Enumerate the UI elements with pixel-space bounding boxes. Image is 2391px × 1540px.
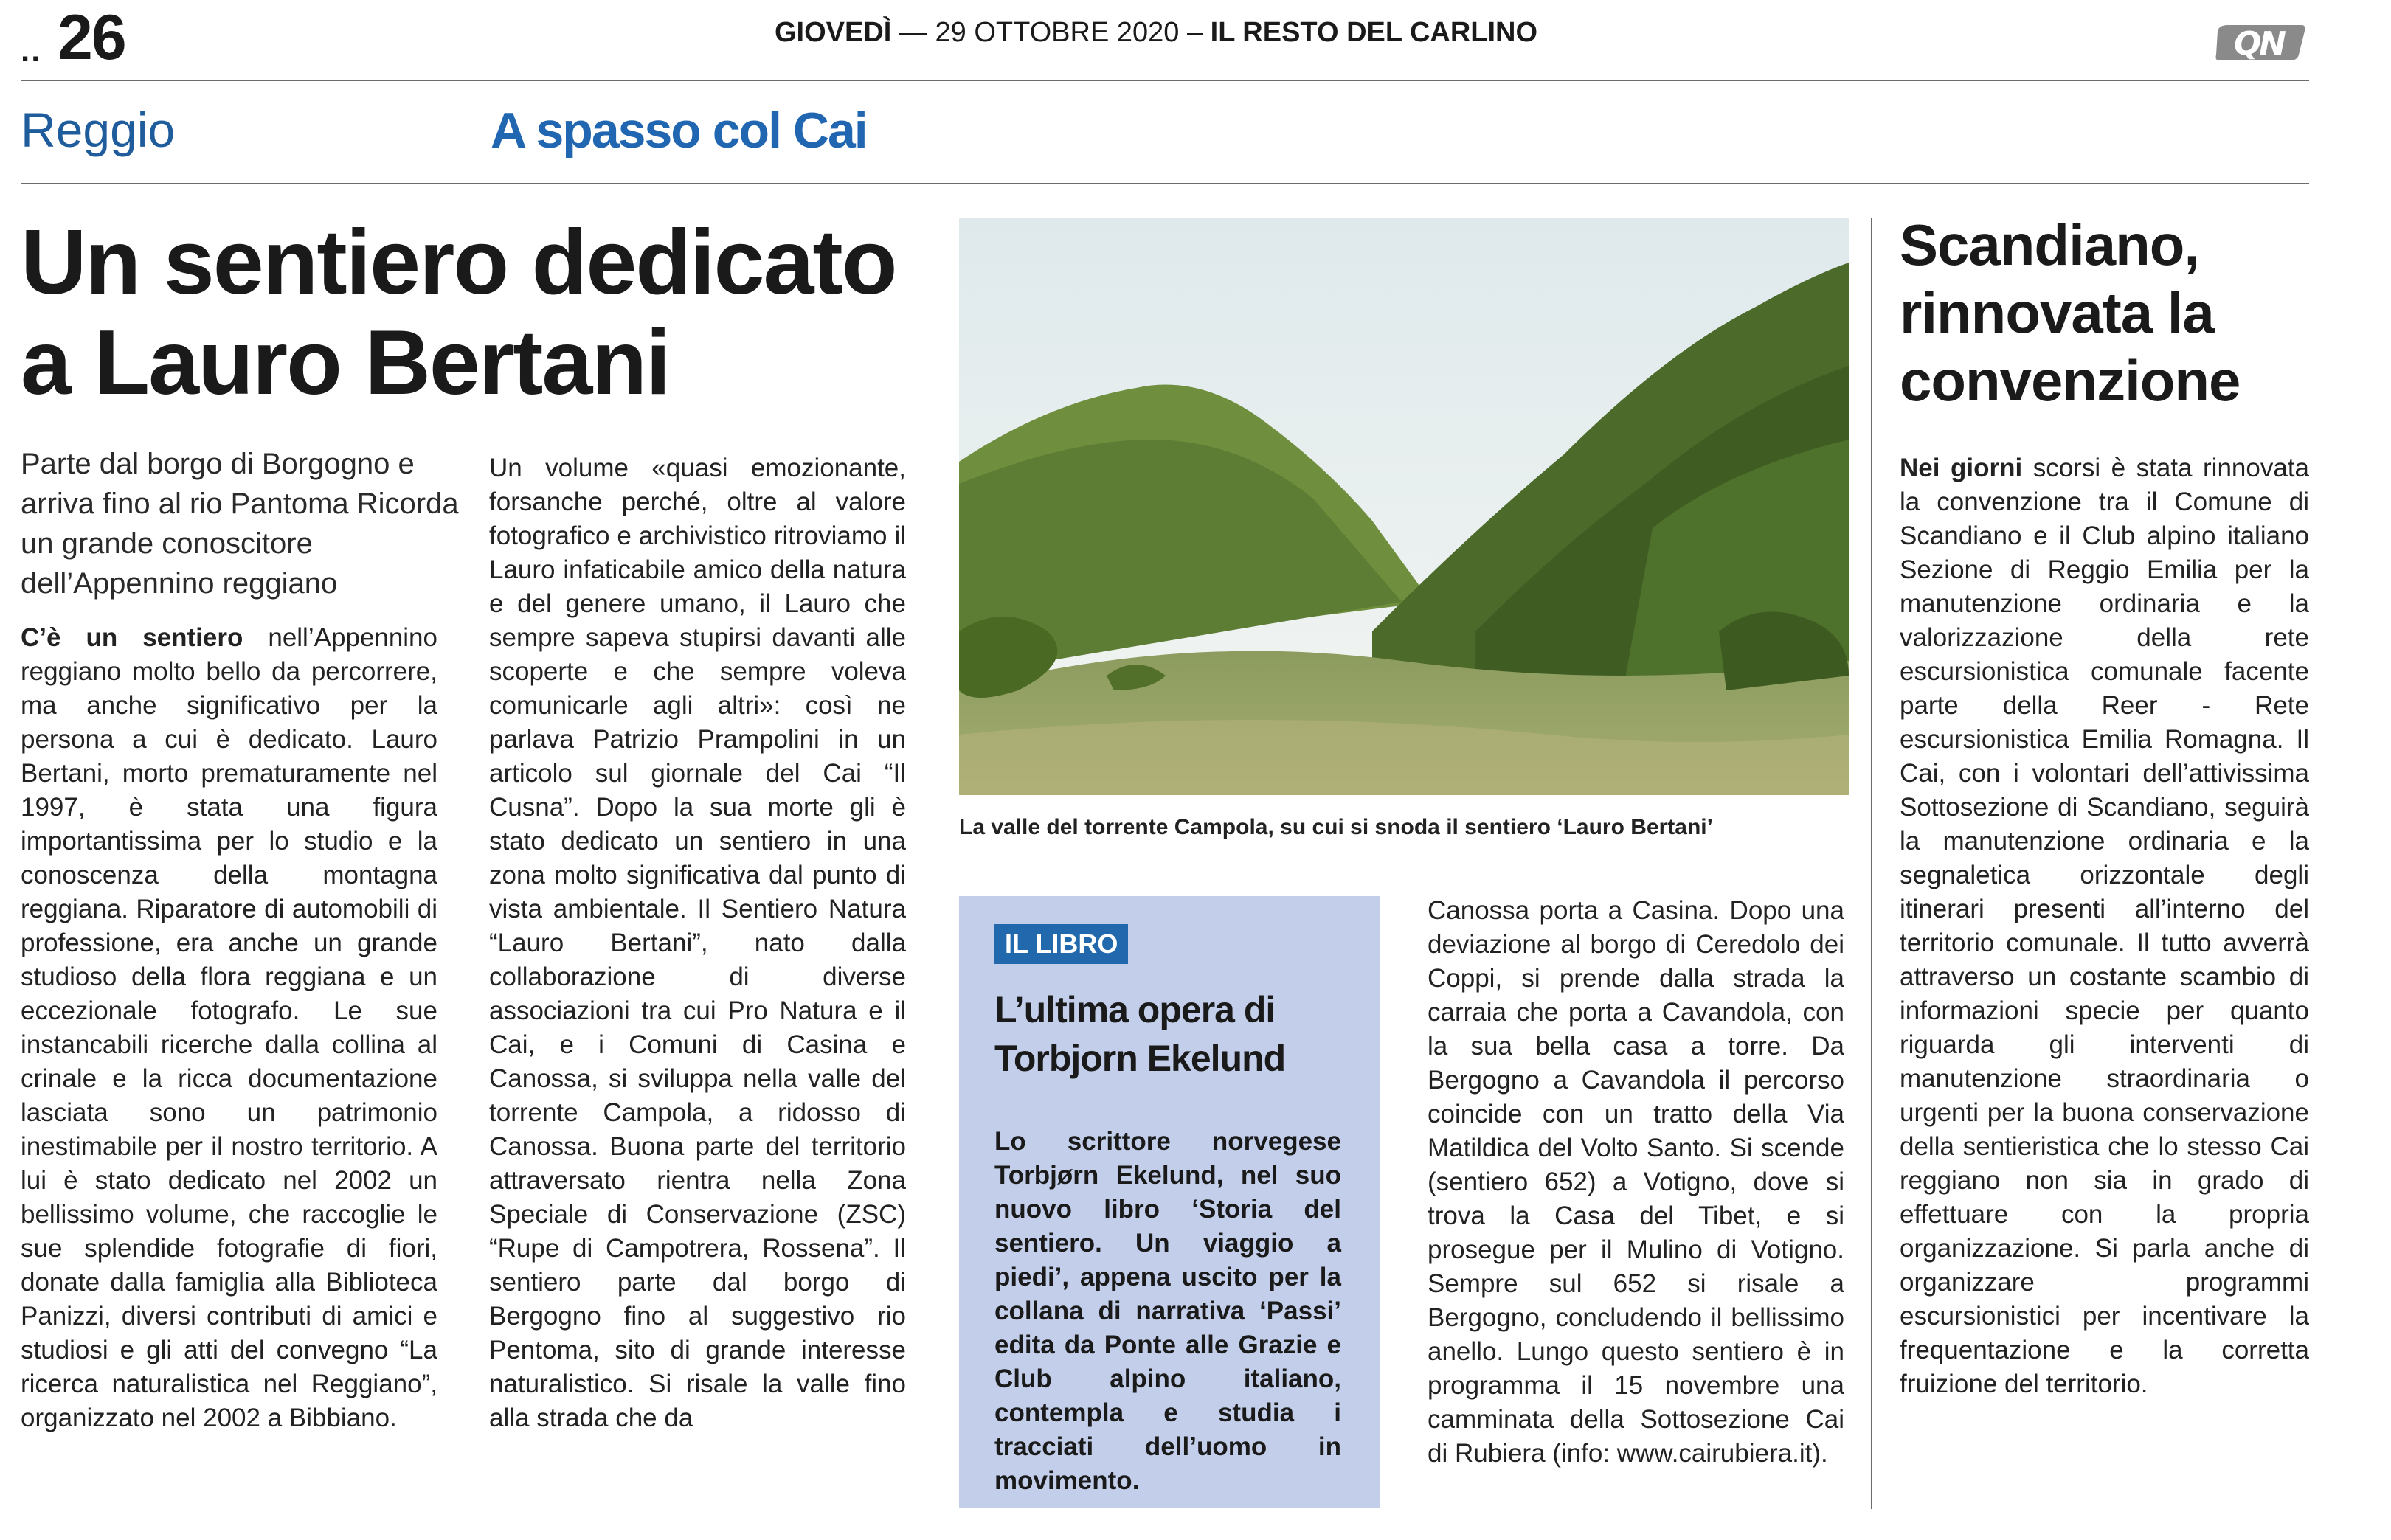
article-col1-text: nell’Appennino reggiano molto bello da percorrere, ma anche significativo per la persona a cui è dedicato. Lauro Bertani, morto prematuramente nel 1997, è stata una figura importantissima per lo studio e la conoscenza della montagna reggiana. Riparatore di automobili di professione, era anche un grande studioso della flora reggiana e un eccezionale fotografo. Le sue instancabili ricerche dalla collina al crinale e la ricca documentazione lasciata sono un patrimonio inestimabile per il nostro territorio. A lui è stato dedicato nel 2002 un bellissimo volume, che raccoglie le sue splendide fotografie di fiori, donate dalla famiglia alla Biblioteca Panizzi, diversi contributi di amici e studiosi e gli atti del convegno “La ricerca naturalistica nel Reggiano”, organizzato nel 2002 a Bibbiano.: [21, 623, 437, 1432]
valley-photo: [959, 218, 1849, 795]
side-lead: Nei giorni: [1900, 454, 2023, 482]
section-rule: [21, 183, 2309, 184]
qn-logo-text: QN: [2233, 25, 2285, 63]
side-text: scorsi è stata rinnovata la convenzione tra il Comune di Scandiano e il Club alpino italiano Sezione di Reggio Emilia per la manutenzione ordinaria e la valorizzazione della rete escursionistica comunale facente parte della Reer - Rete escursionistica Emilia Romagna. Il Cai, con i volontari dell’attivissima Sottosezione di Scandiano, seguirà la manutenzione ordinaria e la segnaletica orizzontale degli itinerari presenti all’interno del territorio comunale. Il tutto avverrà attraverso un costante scambio di informazioni specie per quanto riguarda gli interventi di manutenzione straordinaria o urgenti per la buona conservazione della sentieristica che lo stesso Cai reggiano non sia in grado di effettuare con la propria organizzazione. Si parla anche di organizzare programmi escursionistici per incentivare la frequentazione e la corretta fruizione del territorio.: [1900, 454, 2309, 1398]
book-body: [994, 1125, 1341, 1498]
article-lead: C’è un sentiero: [21, 623, 243, 652]
page-number: 26: [58, 2, 125, 73]
article-column-2: Un volume «quasi emozionante, forsanche perché, oltre al valore fotografico e archivistico ritroviamo il Lauro infaticabile amico della natura e del genere umano, il Lauro che sempre sapeva stupirsi davanti alle scoperte e che sempre voleva comunicarle agli altri»: così ne parlava Patrizio Prampolini in un articolo sul giornale del Cai “Il Cusna”. Dopo la sua morte gli è stato dedicato un sentiero in una zona molto significativa dal punto di vista ambientale. Il Sentiero Natura “Lauro Bertani”, nato dalla collaborazione di diverse associazioni tra cui Pro Natura e il Cai, e i Comuni di Casina e Canossa, si sviluppa nella valle del torrente Campola, a ridosso di Canossa. Buona parte del territorio attraversato rientra nella Zona Speciale di Conservazione (ZSC) “Rupe di Campotrera, Rossena”. Il sentiero parte dal borgo di Bergogno fino al suggestivo rio Pentoma, sito di grande interesse naturalistico. Si risale la valle fino alla strada che da: [489, 454, 906, 1432]
section-kicker: A spasso col Cai: [491, 103, 867, 159]
side-headline: Scandiano, rinnovata la convenzione: [1900, 212, 2241, 413]
book-title: L’ultima opera di Torbjorn Ekelund: [994, 989, 1286, 1079]
masthead-newspaper: IL RESTO DEL CARLINO: [1210, 17, 1538, 48]
book-tag: IL LIBRO: [994, 924, 1128, 964]
photo-caption: La valle del torrente Campola, su cui si snoda il sentiero ‘Lauro Bertani’: [959, 815, 1713, 839]
masthead: [775, 16, 1537, 50]
section-name: Reggio: [21, 103, 176, 157]
column-divider: [1871, 218, 1872, 1509]
qn-logo: [2213, 19, 2308, 65]
masthead-day: GIOVEDÌ: [775, 17, 892, 48]
article-column-3: Canossa porta a Casina. Dopo una deviazione al borgo di Ceredolo dei Coppi, si prende dalla strada la carraia che porta a Cavandola, con la sua bella casa a torre. Da Bergogno a Cavandola il percorso coincide con un tratto della Via Matildica del Volto Santo. Si scende (sentiero 652) a Votigno, dove si trova la Casa del Tibet, e si prosegue per il Mulino di Votigno. Sempre sul 652 si risale a Bergogno, concludendo il bellissimo anello. Lungo questo sentiero è in programma il 15 novembre una camminata della Sottosezione Cai di Rubiera (info: www.cairubiera.it).: [1428, 896, 1844, 1468]
page-number-dots: ..: [21, 32, 42, 69]
main-headline: Un sentiero dedicato a Lauro Bertani: [21, 212, 896, 414]
article-column-1: [21, 621, 437, 1435]
header-rule: [21, 80, 2309, 81]
book-lead: Lo scrittore: [994, 1127, 1171, 1156]
main-subhead: Parte dal borgo di Borgogno e arriva fino al rio Pantoma Ricorda un grande conoscitore dell’Appennino reggiano: [21, 448, 459, 600]
side-article-body: [1900, 451, 2309, 1401]
masthead-date: — 29 OTTOBRE 2020 –: [899, 17, 1203, 48]
book-text: norvegese Torbjørn Ekelund, nel suo nuovo libro ‘Storia del sentiero. Un viaggio a piedi’, appena uscito per la collana di narrativa ‘Passi’ edita da Ponte alle Grazie e Club alpino italiano, contempla e studia i tracciati dell’uomo in movimento.: [994, 1127, 1341, 1495]
